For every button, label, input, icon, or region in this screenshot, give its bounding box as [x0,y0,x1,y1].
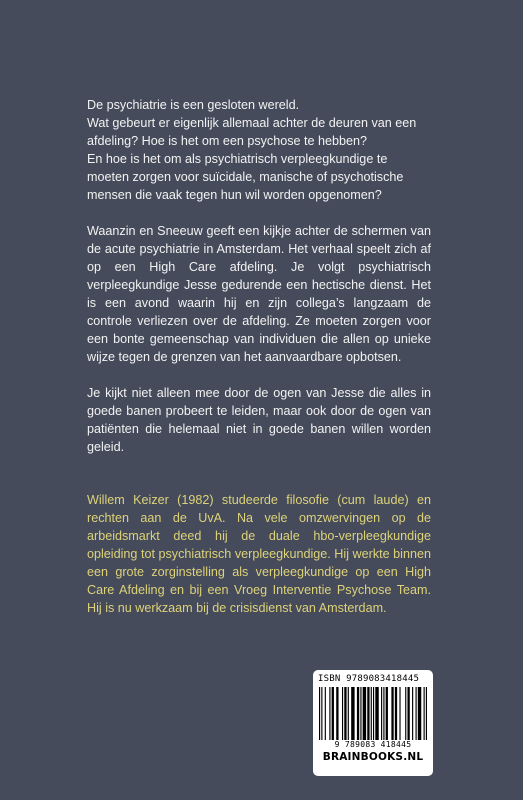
barcode-bar [416,687,417,740]
barcode-bar [351,687,354,740]
barcode-bar [348,687,349,740]
barcode-bar [383,687,384,740]
barcode-bar [418,687,421,740]
barcode-bar [321,687,322,740]
barcode-bar [371,687,372,740]
barcode-bar [325,687,326,740]
author-bio: Willem Keizer (1982) studeerde filosofie (cum laude) en rechten aan de UvA. Na vele omzwervingen op de arbeidsmarkt deed hij de duale hbo-verpleegkundige opleiding tot psychiatrisch verpleegkundige. Hij werkte binnen een grote zorginstelling als verpleegkundige op een High Care Afdeling en bij een Vroeg Interventie Psychose Team. Hij is nu werkzaam bij de crisisdienst van Amsterdam. [87,493,431,615]
publisher-name: BRAINBOOKS.NL [322,751,424,763]
barcode-bar [399,687,400,740]
barcode-bar [412,687,413,740]
barcode-bar [357,687,359,740]
back-cover-blurb [87,96,431,456]
isbn-barcode [313,670,433,776]
isbn-label: ISBN 9789083418445 [318,674,420,684]
barcode-bar [344,687,346,740]
intro-line: De psychiatrie is een gesloten wereld. [87,98,300,112]
barcode-bar [424,687,425,740]
barcode-bar [360,687,361,740]
barcode-bar [407,687,409,740]
barcode-bar [336,687,338,740]
isbn-digits: 9 789083 418445 [334,740,412,749]
barcode-bar [391,687,393,740]
barcode-bar [386,687,388,740]
barcode-bar [342,687,343,740]
intro-line: Wat gebeurt er eigenlijk allemaal achter de deuren van een afdeling? Hoe is het om een psychose te hebben? [87,116,417,148]
intro-line: En hoe is het om als psychiatrisch verpleegkundige te moeten zorgen voor suïcidale, manische of psychotische mensen die vaak tegen hun wil worden opgenomen? [87,152,404,202]
barcode-bars [318,687,428,740]
barcode-bar [373,687,374,740]
barcode-bar [367,687,369,740]
barcode-bar [329,687,330,740]
barcode-bar [332,687,334,740]
barcode-bar [363,687,366,740]
barcode-bar [405,687,406,740]
barcode-bar [381,687,382,740]
barcode-bar [426,687,427,740]
barcode-bar [319,687,320,740]
barcode-bar [395,687,397,740]
barcode-bar [375,687,378,740]
perspective-paragraph: Je kijkt niet alleen mee door de ogen van Jesse die alles in goede banen probeert te leiden, maar ook door de ogen van patiënten die helemaal niet in goede banen willen worden geleid. [87,386,431,454]
synopsis-paragraph: Waanzin en Sneeuw geeft een kijkje achter de schermen van de acute psychiatrie in Amsterdam. Het verhaal speelt zich af op een High Care afdeling. Je volgt psychiatrisch verpleegkundige Jesse gedurende een hectische dienst. Het is een avond waarin hij en zijn collega’s langzaam de controle verliezen over de afdeling. Ze moeten zorgen voor een bonte gemeenschap van individuen die allen op unieke wijze tegen de grenzen van het aanvaardbare opbotsen. [87,224,431,364]
